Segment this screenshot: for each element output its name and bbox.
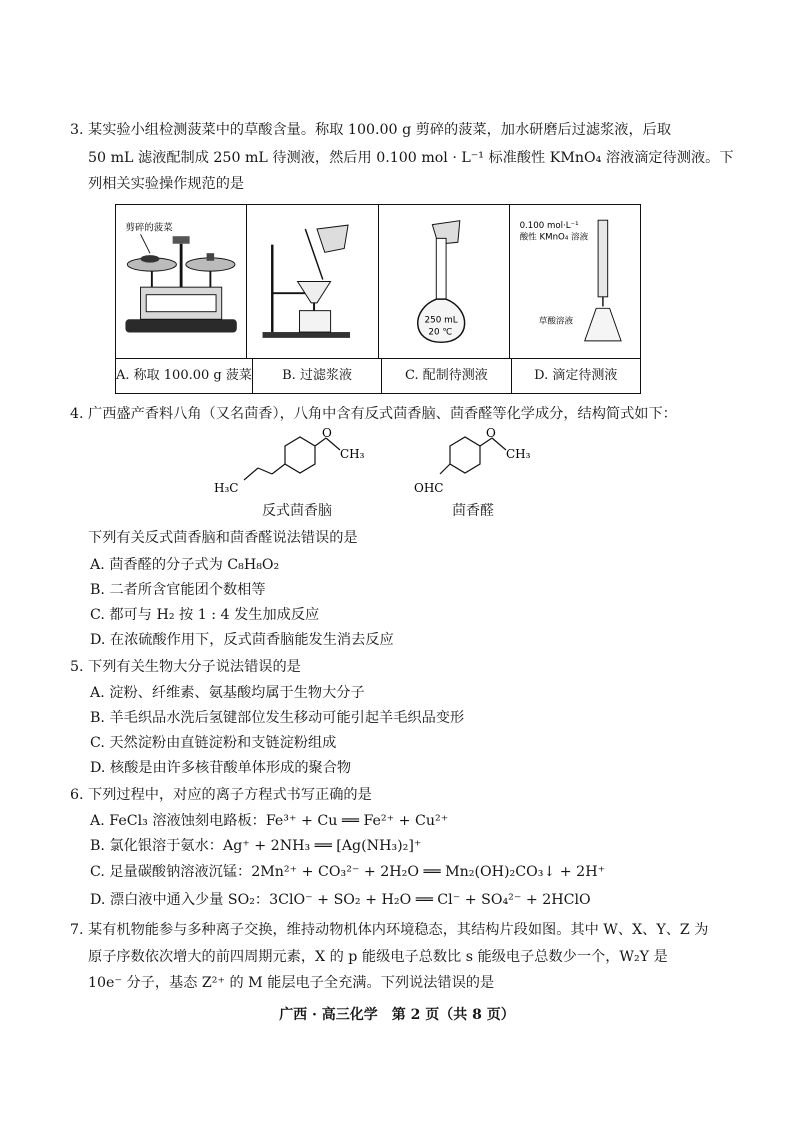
flask-volume-label: 250 mL [424,315,458,326]
anisaldehyde-oxygen-label: O [486,428,496,440]
anethole-name: 反式茴香脑 [262,503,332,519]
q6-option-d: D. 漂白液中通入少量 SO₂：3ClO⁻ + SO₂ + H₂O ══ Cl⁻ + SO₄²⁻ + 2HClO [90,892,591,908]
q5-option-d: D. 核酸是由许多核苷酸单体形成的聚合物 [90,760,352,776]
volumetric-flask-illustration [379,205,509,358]
anethole-end-group: H₃C [214,481,239,495]
q4-option-b: B. 二者所含官能团个数相等 [90,582,266,598]
caption-option-c: C. 配制待测液 [382,359,511,393]
anethole-methyl-label: CH₃ [340,447,365,461]
filtration-illustration [247,205,377,358]
anethole-oxygen-label: O [322,428,332,440]
titration-illustration [510,205,640,358]
q7-stem-line-3: 10e⁻ 分子，基态 Z²⁺ 的 M 能层电子全充满。下列说法错误的是 [88,975,495,991]
q4-option-a: A. 茴香醛的分子式为 C₈H₈O₂ [90,557,280,573]
anisaldehyde-methyl-label: CH₃ [506,447,531,461]
q6-stem: 6. 下列过程中，对应的离子方程式书写正确的是 [70,787,372,803]
q3-stem-line-3: 列相关实验操作规范的是 [88,176,245,192]
figure-volumetric-flask [379,205,510,358]
q3-stem-line-1: 3. 某实验小组检测菠菜中的草酸含量。称取 100.00 g 剪碎的菠菜，加水研磨后过滤浆液，后取 [70,122,672,138]
caption-option-a: A. 称取 100.00 g 菠菜 [116,359,253,393]
q7-stem-line-1: 7. 某有机物能参与多种离子交换，维持动物机体内环境稳态，其结构片段如图。其中 W、X、Y、Z 为 [70,922,709,938]
oxalic-acid-label: 草酸溶液 [538,316,573,327]
q6-option-a: A. FeCl₃ 溶液蚀刻电路板：Fe³⁺ + Cu ══ Fe²⁺ + Cu²⁺ [90,813,449,829]
q6-option-c: C. 足量碳酸钠溶液沉锰：2Mn²⁺ + CO₃²⁻ + 2H₂O ══ Mn₂(OH)₂CO₃↓ + 2H⁺ [90,864,606,880]
q4-option-d: D. 在浓硫酸作用下，反式茴香脑能发生消去反应 [90,632,394,648]
q3-figure-table [115,204,641,394]
anisaldehyde-end-group: OHC [414,481,444,495]
chopped-spinach-label: 剪碎的菠菜 [125,222,173,234]
balance-illustration [116,205,246,358]
q5-option-c: C. 天然淀粉由直链淀粉和支链淀粉组成 [90,735,337,751]
figure-titration [510,205,640,358]
figure-balance [116,205,247,358]
q6-option-b: B. 氯化银溶于氨水：Ag⁺ + 2NH₃ ══ [Ag(NH₃)₂]⁺ [90,838,422,854]
caption-option-d: D. 滴定待测液 [534,368,618,383]
page-footer: 广西 · 高三化学 第 2 页（共 8 页） [279,1007,515,1023]
flask-temp-label: 20 ℃ [427,327,452,338]
q4-question: 下列有关反式茴香脑和茴香醛说法错误的是 [88,530,358,546]
q5-option-a: A. 淀粉、纤维素、氨基酸均属于生物大分子 [90,685,365,701]
q3-stem-line-2: 50 mL 滤液配制成 250 mL 待测液，然后用 0.100 mol · L⁻¹ 标准酸性 KMnO₄ 溶液滴定待测液。下 [88,150,734,166]
burette-solution-label: 酸性 KMnO₄ 溶液 [519,232,588,243]
q7-stem-line-2: 原子序数依次增大的前四周期元素，X 的 p 能级电子总数比 s 能级电子总数少一个，W₂Y 是 [88,949,668,965]
anethole-structure [200,428,380,498]
q5-stem: 5. 下列有关生物大分子说法错误的是 [70,659,301,675]
q4-option-c: C. 都可与 H₂ 按 1 : 4 发生加成反应 [90,607,320,623]
anisaldehyde-structure [410,428,560,498]
burette-concentration-label: 0.100 mol·L⁻¹ [519,220,579,231]
q5-option-b: B. 羊毛织品水洗后氢键部位发生移动可能引起羊毛织品变形 [90,710,465,726]
anisaldehyde-name: 茴香醛 [452,503,494,519]
figure-filtration [247,205,378,358]
caption-option-b: B. 过滤浆液 [253,359,382,393]
q4-stem: 4. 广西盛产香料八角（又名茴香），八角中含有反式茴香脑、茴香醛等化学成分，结构简式如下： [70,406,677,422]
